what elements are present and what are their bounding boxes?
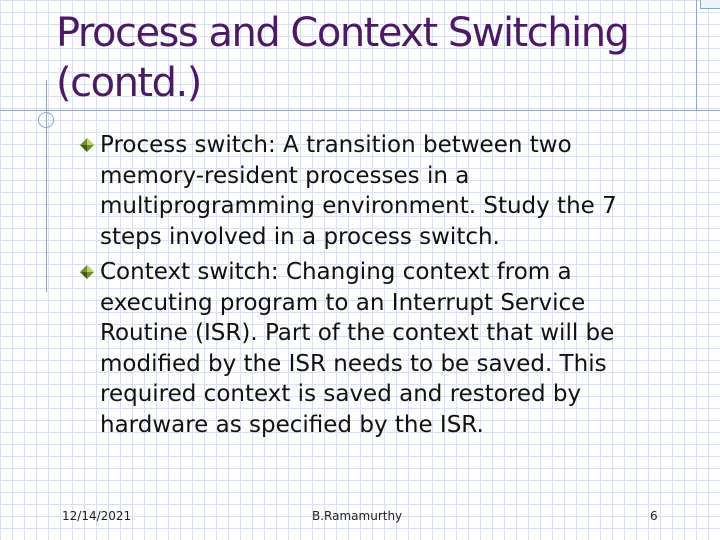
title-divider-rule (0, 110, 720, 111)
bullet-item (76, 130, 676, 252)
decorative-vertical-rule-top (46, 80, 47, 112)
footer-date: 12/14/2021 (62, 509, 132, 523)
page-number: 6 (650, 509, 658, 523)
footer-author: B.Ramamurthy (312, 509, 403, 523)
bullet-item (76, 257, 676, 440)
corner-decoration (700, 0, 720, 9)
diamond-bullet-icon (79, 137, 95, 153)
slide-title: Process and Context Switching (contd.) (56, 10, 629, 106)
diamond-bullet-icon (79, 264, 95, 280)
decorative-vertical-rule-right (696, 0, 697, 110)
bullet-text: Context switch: Changing context from a executing program to an Interrupt Service Routine (ISR). Part of the context that will be modified by the ISR needs to be saved. This required context is saved and restored by hardware as specified by the ISR. (100, 259, 615, 438)
bullet-list (76, 130, 676, 445)
decorative-vertical-rule-left (46, 110, 47, 292)
decorative-circle (38, 112, 54, 128)
bullet-text: Process switch: A transition between two memory-resident processes in a multiprogramming environment. Study the 7 steps involved in a process switch. (100, 132, 617, 250)
